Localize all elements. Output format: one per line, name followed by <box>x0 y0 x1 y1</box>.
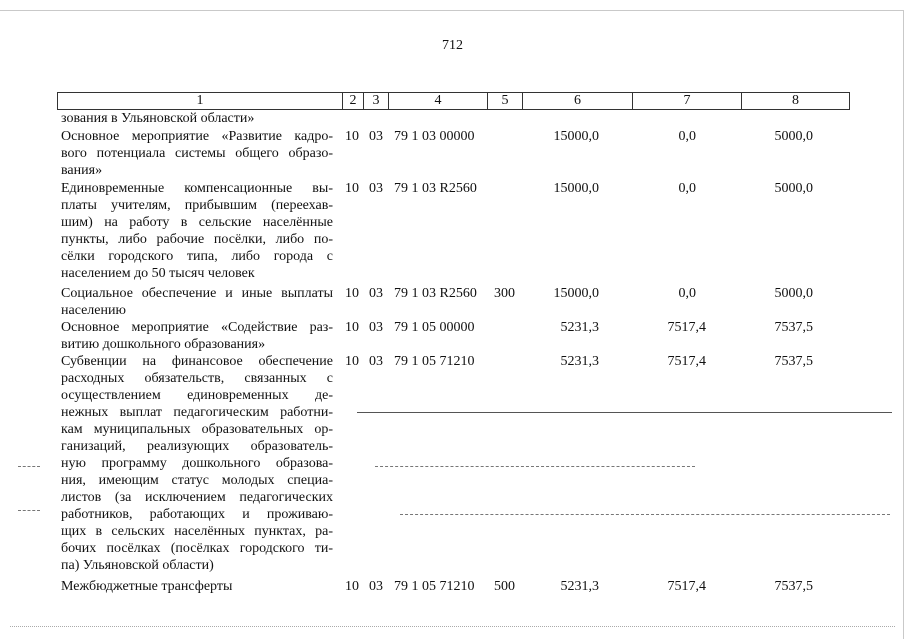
row-2-amount-col6: 15000,0 <box>553 286 599 301</box>
row-5-target-code: 79 1 05 71210 <box>394 579 475 594</box>
row-2-expense-type: 300 <box>494 286 515 301</box>
row-1-section: 10 <box>345 181 359 196</box>
header-col-7: 7 <box>632 92 742 110</box>
scan-artifact-line <box>357 412 892 413</box>
row-0-subsection: 03 <box>369 129 383 144</box>
row-2-desc-line: населению <box>61 303 126 318</box>
row-1-amount-col6: 15000,0 <box>553 181 599 196</box>
row-3-amount-col7: 7517,4 <box>667 320 706 335</box>
row-3-subsection: 03 <box>369 320 383 335</box>
header-col-5: 5 <box>487 92 523 110</box>
row-5-amount-col8: 7537,5 <box>774 579 813 594</box>
row-4-desc-line: Субвенции на финансовое обеспечение <box>61 354 333 369</box>
row-4-section: 10 <box>345 354 359 369</box>
scan-artifact-dash <box>375 466 695 467</box>
row-0-desc-line: вания» <box>61 163 103 178</box>
row-0-amount-col7: 0,0 <box>678 129 696 144</box>
header-col-2: 2 <box>342 92 364 110</box>
row-4-amount-col7: 7517,4 <box>667 354 706 369</box>
header-col-3: 3 <box>363 92 389 110</box>
row-4-desc-line: ганизаций, реализующих образователь- <box>61 439 333 454</box>
scan-artifact-bottom <box>10 626 895 627</box>
scan-artifact-dash <box>400 514 890 515</box>
row-4-subsection: 03 <box>369 354 383 369</box>
row-0-amount-col6: 15000,0 <box>553 129 599 144</box>
row-2-section: 10 <box>345 286 359 301</box>
row-1-desc-line: населением до 50 тысяч человек <box>61 266 255 281</box>
header-col-8: 8 <box>741 92 850 110</box>
row-4-description <box>61 353 333 574</box>
row-3-desc-line: витию дошкольного образования» <box>61 337 266 352</box>
row-4-desc-line: нежных выплат педагогическим работни- <box>61 405 333 420</box>
row-4-desc-line: осуществлением единовременных де- <box>61 388 333 403</box>
row-4-desc-line: ную программу дошкольного образова- <box>61 456 333 471</box>
row-2-amount-col7: 0,0 <box>678 286 696 301</box>
row-3-amount-col8: 7537,5 <box>774 320 813 335</box>
header-col-1: 1 <box>57 92 343 110</box>
row-0-desc-line: вого потенциала системы общего образо- <box>61 146 333 161</box>
row-0-description <box>61 128 333 179</box>
row-3-description <box>61 319 333 353</box>
row-5-expense-type: 500 <box>494 579 515 594</box>
row-4-desc-line: бочих посёлках (посёлках городского ти- <box>61 541 333 556</box>
continuation-line: зования в Ульяновской области» <box>61 111 255 126</box>
row-2-description <box>61 285 333 319</box>
row-2-amount-col8: 5000,0 <box>774 286 813 301</box>
row-4-desc-line: работников, работающих и проживаю- <box>61 507 333 522</box>
row-4-desc-line: расходных обязательств, связанных с <box>61 371 333 386</box>
row-4-target-code: 79 1 05 71210 <box>394 354 475 369</box>
row-3-section: 10 <box>345 320 359 335</box>
row-1-amount-col8: 5000,0 <box>774 181 813 196</box>
row-5-desc-line: Межбюджетные трансферты <box>61 579 233 594</box>
row-4-desc-line: па) Ульяновской области) <box>61 558 214 573</box>
row-5-amount-col7: 7517,4 <box>667 579 706 594</box>
row-1-desc-line: сёлки городского типа, либо города с <box>61 249 333 264</box>
row-4-desc-line: ния, имеющим статус молодых специа- <box>61 473 333 488</box>
row-3-desc-line: Основное мероприятие «Содействие раз- <box>61 320 333 335</box>
row-2-target-code: 79 1 03 R2560 <box>394 286 477 301</box>
row-0-desc-line: Основное мероприятие «Развитие кадро- <box>61 129 333 144</box>
row-2-subsection: 03 <box>369 286 383 301</box>
header-col-4: 4 <box>388 92 488 110</box>
row-1-subsection: 03 <box>369 181 383 196</box>
row-5-subsection: 03 <box>369 579 383 594</box>
row-1-target-code: 79 1 03 R2560 <box>394 181 477 196</box>
row-5-section: 10 <box>345 579 359 594</box>
row-1-desc-line: шим) на работу в сельские населённые <box>61 215 333 230</box>
row-4-desc-line: щих в сельских населённых пунктах, ра- <box>61 524 333 539</box>
row-4-amount-col8: 7537,5 <box>774 354 813 369</box>
row-3-target-code: 79 1 05 00000 <box>394 320 475 335</box>
row-5-description <box>61 578 333 595</box>
header-col-6: 6 <box>522 92 633 110</box>
row-0-amount-col8: 5000,0 <box>774 129 813 144</box>
page-number: 712 <box>442 38 463 53</box>
row-2-desc-line: Социальное обеспечение и иные выплаты <box>61 286 333 301</box>
scan-artifact-dash <box>18 510 40 511</box>
row-1-description <box>61 180 333 282</box>
row-4-desc-line: листов (за исключением педагогических <box>61 490 333 505</box>
row-4-desc-line: кам муниципальных образовательных ор- <box>61 422 333 437</box>
row-1-amount-col7: 0,0 <box>678 181 696 196</box>
row-1-desc-line: платы учителям, прибывшим (переехав- <box>61 198 333 213</box>
row-5-amount-col6: 5231,3 <box>560 579 599 594</box>
row-4-amount-col6: 5231,3 <box>560 354 599 369</box>
row-0-section: 10 <box>345 129 359 144</box>
row-1-desc-line: Единовременные компенсационные вы- <box>61 181 333 196</box>
row-3-amount-col6: 5231,3 <box>560 320 599 335</box>
row-0-target-code: 79 1 03 00000 <box>394 129 475 144</box>
scan-artifact-dash <box>18 466 40 467</box>
row-1-desc-line: пункты, либо рабочие посёлки, либо по- <box>61 232 333 247</box>
